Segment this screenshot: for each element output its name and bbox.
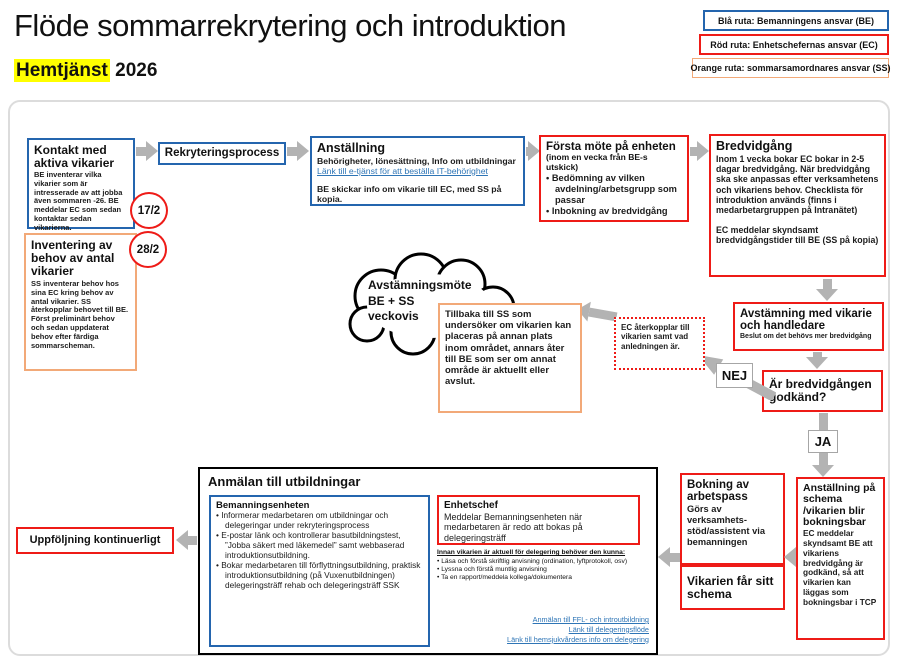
box-anstallning-pa-schema: [796, 477, 885, 640]
box-title: Avstämning med vikarie och handledare: [740, 308, 872, 333]
box-bokning-arbetspass: [680, 473, 785, 565]
legend-be: Blå ruta: Bemanningens ansvar (BE): [703, 10, 889, 31]
link-it-behorighet[interactable]: Länk till e-tjänst för att beställa IT-behörighet: [317, 165, 488, 176]
box-title: Kontakt med aktiva vikarier: [34, 143, 115, 170]
box-rekryteringsprocess: [158, 142, 286, 165]
arrow-rekrytering-to-anstallning: [287, 141, 309, 161]
box-enhetschef: [437, 495, 640, 545]
page-title: Flöde sommarrekrytering och introduktion: [14, 8, 567, 43]
box-note: Beslut om det behövs mer bredvidgång: [740, 332, 872, 340]
arrow-kontakt-to-rekrytering: [136, 141, 158, 161]
date-text: 17/2: [137, 204, 161, 217]
krav-heading: Innan vikarien är aktuell för delegering behöver den kunna:: [437, 549, 626, 556]
link-hemsjukvarden-delegering[interactable]: Länk till hemsjukvårdens info om delegering: [507, 634, 649, 644]
box-title: Uppföljning kontinuerligt: [29, 533, 161, 546]
box-body: Görs av verksamhetsstöd/assistent via bemanningen: [687, 503, 766, 547]
box-kontakt-aktiva-vikarier: [27, 138, 135, 232]
bullet: • E-postar länk och kontrollerar basutbildningstest, ”Jobba säkert med läkemedel” samt webbaserad introduktionsutbildning.: [216, 531, 423, 561]
box-title: Är bredvidgången godkänd?: [769, 377, 872, 404]
box-body: Tillbaka till SS som undersöker om vikarien kan placeras på annan plats inom området, annars åter till BE som ser om annat område är aktuellt eller avslut.: [445, 309, 572, 388]
box-title: Bredvidgång: [716, 139, 793, 153]
box-title: Anställning: [317, 141, 386, 155]
link-delegeringsflode[interactable]: Länk till delegeringsflöde: [568, 624, 649, 634]
subtitle-highlight: Hemtjänst: [16, 60, 108, 81]
date-text: 28/2: [136, 243, 160, 256]
nej-text: NEJ: [721, 368, 748, 383]
box-title: Anställning på schema /vikarien blir bokningsbar: [803, 482, 876, 528]
arrow-anmalan-to-uppfoljning: [176, 530, 197, 550]
anstallning-line2: BE skickar info om vikarie till EC, med SS på kopia.: [317, 183, 502, 205]
label-ja: [808, 430, 838, 453]
box-para2: EC meddelar skyndsamt bredvidgångstider till BE (SS på kopia): [716, 224, 879, 246]
label-nej: [716, 363, 753, 388]
legend-ec: Röd ruta: Enhetschefernas ansvar (EC): [699, 34, 889, 55]
bullet: • Bokar medarbetaren till förflyttningsutbildning, praktisk introduktionsutbildning (på Vuxenutbildningen) delegeringsträff rehab och delegeringsträff SSK: [216, 561, 423, 591]
box-para1: Inom 1 vecka bokar EC bokar in 2-5 dagar bredvidgång. När bredvidgång ska ske anpassas efter verksamhetens och vikariens behov. Checklista för introduktion används (finns i medarbetargruppen på Intranätet): [716, 153, 879, 216]
cloud-line: BE + SS: [368, 293, 415, 308]
link-ffl-introutbildning[interactable]: Anmälan till FFL- och introutbildning: [532, 615, 649, 624]
arrow-avstamning-to-godkand: [806, 352, 828, 369]
box-body: Meddelar Bemanningsenheten när medarbetaren är redo att bokas på delegeringsträff: [444, 511, 583, 544]
subtitle-year: 2026: [109, 60, 158, 81]
box-bemanningsenheten: [209, 495, 430, 647]
bullet: • Inbokning av bredvidgång: [546, 206, 682, 217]
box-avstamning-vikarie: [733, 302, 884, 351]
box-anmalan-utbildningar: [198, 467, 658, 655]
box-body: BE inventerar vilka vikarier som är intresserade av att jobba även sommaren -26. BE meddelar EC som sedan kontaktar sedan vikarierna.: [34, 169, 123, 232]
page-subtitle: [14, 60, 157, 82]
box-title: Inventering av behov av antal vikarier: [31, 238, 115, 278]
cloud-line: veckovis: [368, 309, 419, 324]
box-anstallning: [310, 136, 525, 206]
box-title: Rekryteringsprocess: [164, 147, 280, 160]
box-title: Första möte på enheten: [546, 141, 676, 153]
date-badge-17-2: [130, 192, 168, 229]
arrow-bokning-to-anmalan: [658, 547, 682, 567]
box-forsta-mote: [539, 135, 689, 222]
box-title: Bemanningsenheten: [216, 500, 310, 511]
box-subtitle: (inom en vecka från BE-s utskick): [546, 152, 648, 172]
box-bredvidgang: [709, 134, 886, 277]
bullet: • Informerar medarbetaren om utbildningar och delegeringar under rekryteringsprocess: [216, 511, 423, 531]
ja-text: JA: [814, 434, 832, 449]
arrow-forstamote-to-bredvidgang: [690, 141, 709, 161]
cloud-line: Avstämningsmöte: [368, 278, 472, 292]
date-badge-28-2: [129, 231, 167, 268]
anmalan-links: [437, 615, 649, 645]
box-vikarien-schema: [680, 565, 785, 610]
krav-bullet: • Läsa och förstå skriftlig anvisning (ordination, lyftprotokoll, osv): [437, 558, 649, 566]
box-ec-aterkopplar: [614, 317, 705, 370]
box-body: SS inventerar behov hos sina EC kring behov av antal vikarier. SS återkopplar behovet till BE. Först preliminärt behov och sedan uppdaterat behov efter färdiga sommarscheman.: [31, 278, 129, 350]
box-body: EC återkopplar till vikarien samt vad anledningen är.: [621, 323, 690, 351]
box-uppfoljning: [16, 527, 174, 554]
bullet: • Bedömning av vilken avdelning/arbetsgrupp som passar: [546, 173, 682, 206]
box-godkand-fraga: [762, 370, 883, 412]
anstallning-line1: Behörigheter, lönesättning, Info om utbildningar: [317, 155, 516, 166]
box-title: Bokning av arbetspass: [687, 479, 749, 504]
arrow-anstallning-to-forstamote: [526, 141, 540, 161]
box-title: Vikarien får sitt schema: [687, 573, 774, 601]
box-title: Enhetschef: [444, 500, 498, 511]
krav-section: [437, 549, 649, 582]
box-inventering: [24, 233, 137, 371]
box-body: EC meddelar skyndsamt BE att vikariens bredvidgång är godkänd, så att vikarien kan läggas som bokningsbar i TCP: [803, 528, 877, 607]
krav-bullet: • Lyssna och förstå muntlig anvisning: [437, 566, 649, 574]
arrow-bredvidgang-to-avstamning: [816, 279, 838, 301]
box-tillbaka-till-ss: [438, 303, 582, 413]
legend-ss: Orange ruta: sommarsamordnares ansvar (SS): [692, 58, 889, 78]
krav-bullet: • Ta en rapport/meddela kollega/dokumentera: [437, 574, 649, 582]
box-title: Anmälan till utbildningar: [208, 474, 361, 489]
